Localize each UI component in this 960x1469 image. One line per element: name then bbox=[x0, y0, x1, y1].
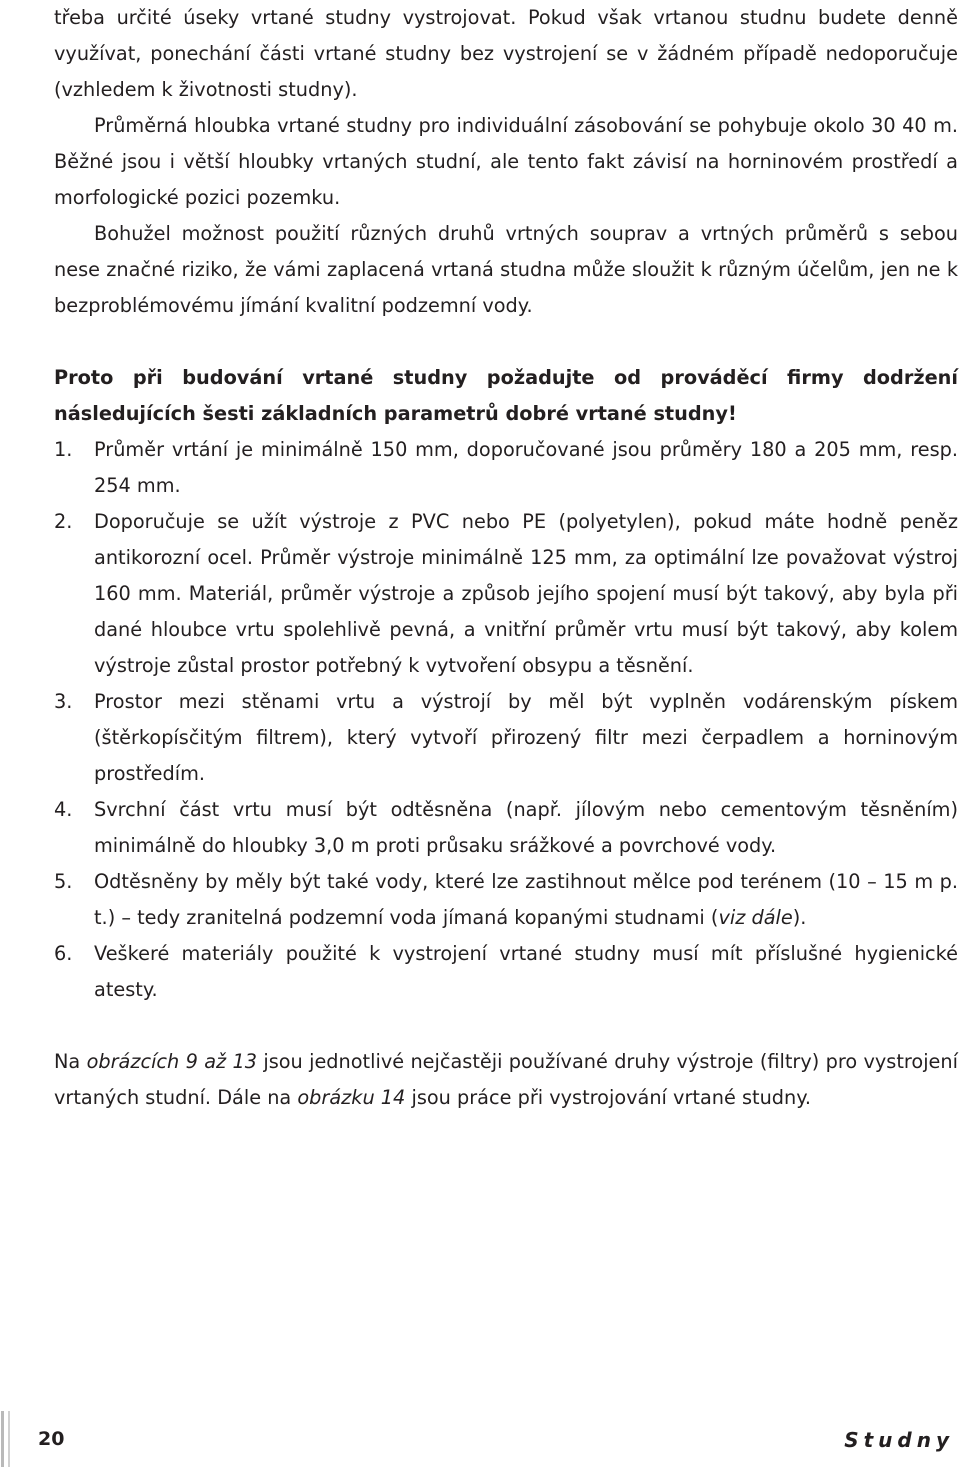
list-item-number: 3. bbox=[54, 690, 73, 713]
list-item bbox=[54, 432, 958, 504]
paragraph-2: Průměrná hloubka vrtané studny pro individuální zásobování se pohybuje okolo 30 40 m. Běžné jsou i větší hloubky vrtaných studní, ale tento fakt závisí na horninovém prostředí a morfologické pozici pozemku. bbox=[54, 114, 958, 209]
list-item bbox=[54, 504, 958, 684]
list-item bbox=[54, 936, 958, 1008]
list-item-text-part: Odtěsněny by měly být také vody, které lze zastihnout mělce pod terénem (10 – 15 m p. t.) – tedy zranitelná podzemní voda jímaná kopanými studnami ( bbox=[94, 870, 958, 929]
list-item-italic-reference: viz dále bbox=[718, 906, 793, 929]
list-item-number: 6. bbox=[54, 942, 73, 965]
paragraph-1: třeba určité úseky vrtané studny vystrojovat. Pokud však vrtanou studnu budete denně využívat, ponechání části vrtané studny bez vystrojení se v žádném případě nedoporučuje (vzhledem k životnosti studny). bbox=[54, 6, 958, 101]
figure-reference: obrázku 14 bbox=[297, 1086, 406, 1109]
closing-text: jsou práce při vystrojování vrtané studny. bbox=[405, 1086, 812, 1109]
list-item-text bbox=[94, 864, 958, 936]
list-item bbox=[54, 792, 958, 864]
list-item-number: 2. bbox=[54, 510, 73, 533]
list-item bbox=[54, 864, 958, 936]
list-item-text: Veškeré materiály použité k vystrojení vrtané studny musí mít příslušné hygienické atesty. bbox=[94, 942, 958, 1001]
list-item-number: 1. bbox=[54, 438, 73, 461]
footer-rule bbox=[1, 1411, 4, 1467]
list-item-text-part: ). bbox=[792, 906, 807, 929]
page-footer bbox=[0, 1408, 960, 1468]
closing-text: jsou jednotlivé nejčastěji používané druhy výstroje (filtry) pro vystrojení vrtaných studní. Dále na bbox=[54, 1050, 958, 1109]
closing-paragraph bbox=[54, 1044, 958, 1116]
list-item bbox=[54, 684, 958, 792]
list-item-text: Průměr vrtání je minimálně 150 mm, doporučované jsou průměry 180 a 205 mm, resp. 254 mm. bbox=[94, 438, 958, 497]
requirements-intro: Proto při budování vrtané studny požadujte od prováděcí firmy dodržení následujících šesti základních parametrů dobré vrtané studny! bbox=[54, 366, 958, 425]
list-item-number: 4. bbox=[54, 798, 73, 821]
requirements-list bbox=[54, 432, 958, 1008]
footer-rule bbox=[8, 1411, 10, 1467]
list-item-text: Doporučuje se užít výstroje z PVC nebo PE (polyetylen), pokud máte hodně peněz antikorozní ocel. Průměr výstroje minimálně 125 mm, za optimální lze považovat výstroj 160 mm. Materiál, průměr výstroje a způsob jejího spojení musí být takový, aby byla při dané hloubce vrtu spolehlivě pevná, a vnitřní průměr vrtu musí být takový, aby kolem výstroje zůstal prostor potřebný k vytvoření obsypu a těsnění. bbox=[94, 510, 958, 677]
page-number: 20 bbox=[38, 1428, 65, 1450]
figure-reference: obrázcích 9 až 13 bbox=[86, 1050, 257, 1073]
running-title: Studny bbox=[844, 1428, 954, 1452]
list-item-text: Prostor mezi stěnami vrtu a výstrojí by měl být vyplněn vodárenským pískem (štěrkopísčitým filtrem), který vytvoří přirozený filtr mezi čerpadlem a horninovým prostředím. bbox=[94, 690, 958, 785]
list-item-text: Svrchní část vrtu musí být odtěsněna (např. jílovým nebo cementovým těsněním) minimálně do hloubky 3,0 m proti průsaku srážkové a povrchové vody. bbox=[94, 798, 958, 857]
closing-text: Na bbox=[54, 1050, 87, 1073]
list-item-number: 5. bbox=[54, 870, 73, 893]
page-content bbox=[54, 0, 958, 1116]
paragraph-3: Bohužel možnost použití různých druhů vrtných souprav a vrtných průměrů s sebou nese značné riziko, že vámi zaplacená vrtaná studna může sloužit k různým účelům, jen ne k bezproblémovému jímání kvalitní podzemní vody. bbox=[54, 222, 958, 317]
